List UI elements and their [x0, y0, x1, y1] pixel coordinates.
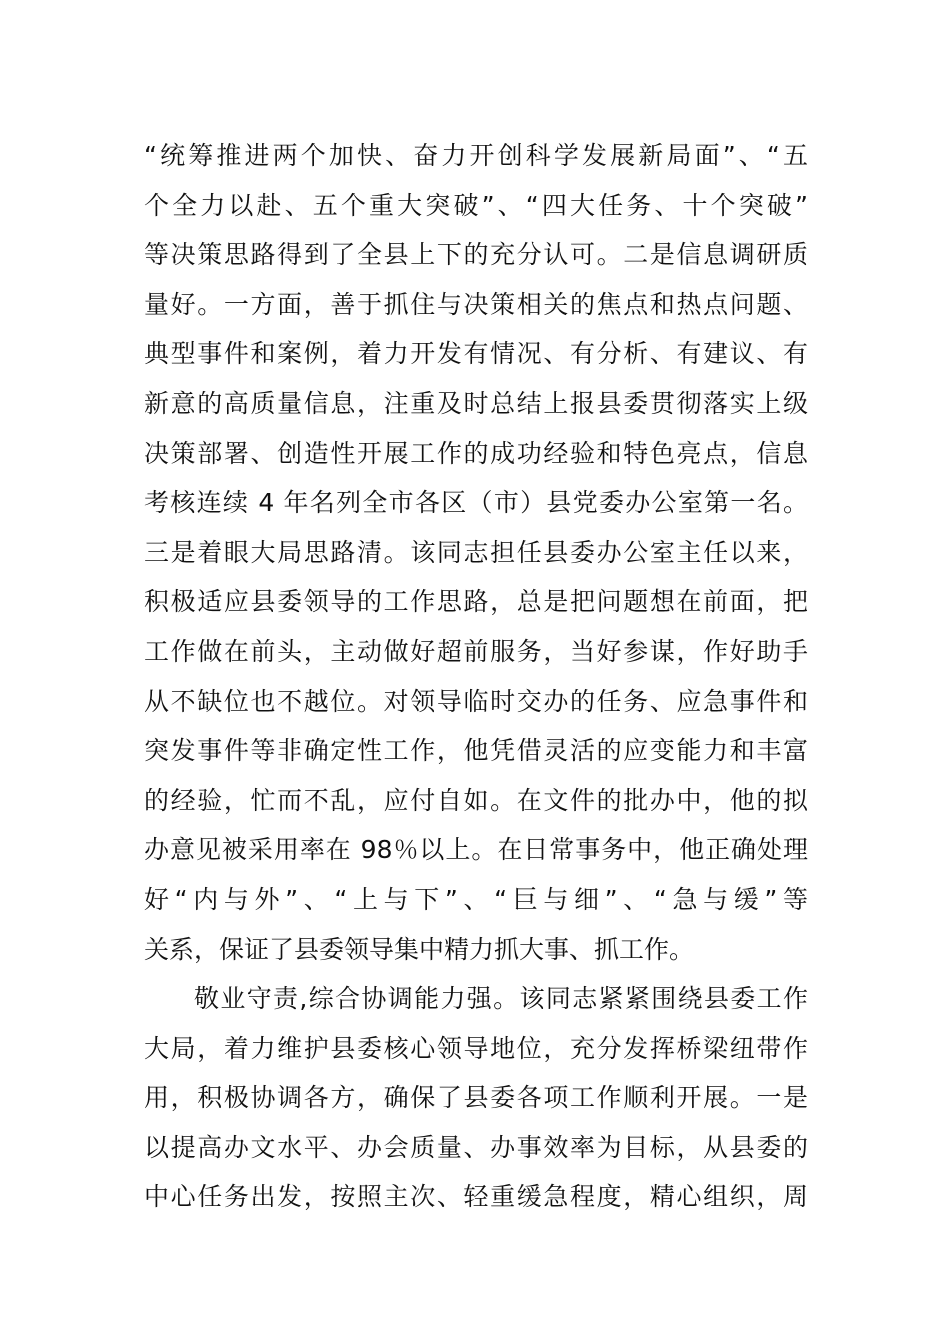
text-line: 突发事件等非确定性工作，他凭借灵活的应变能力和丰富 [144, 736, 808, 766]
paragraph-start-line: 敬业守责,综合协调能力强。该同志紧紧围绕县委工作 [194, 984, 808, 1014]
text-line: 办意见被采用率在 98％以上。在日常事务中，他正确处理 [144, 835, 808, 865]
text-line: 关系，保证了县委领导集中精力抓大事、抓工作。 [144, 934, 695, 964]
text-line: 大局，着力维护县委核心领导地位，充分发挥桥梁纽带作 [144, 1033, 808, 1063]
text-line: 中心任务出发，按照主次、轻重缓急程度，精心组织，周 [144, 1182, 808, 1212]
text-line: 量好。一方面，善于抓住与决策相关的焦点和热点问题、 [144, 289, 808, 319]
text-line: 好“内与外”、“上与下”、“巨与细”、“急与缓”等 [144, 884, 808, 914]
text-line: 新意的高质量信息，注重及时总结上报县委贯彻落实上级 [144, 388, 808, 418]
text-line: 个全力以赴、五个重大突破”、“四大任务、十个突破” [144, 190, 808, 220]
text-line: 积极适应县委领导的工作思路，总是把问题想在前面，把 [144, 587, 808, 617]
text-line: 从不缺位也不越位。对领导临时交办的任务、应急事件和 [144, 686, 808, 716]
text-line: 等决策思路得到了全县上下的充分认可。二是信息调研质 [144, 240, 808, 270]
text-line: 典型事件和案例，着力开发有情况、有分析、有建议、有 [144, 339, 808, 369]
text-line: 工作做在前头，主动做好超前服务，当好参谋，作好助手 [144, 636, 808, 666]
text-line: 决策部署、创造性开展工作的成功经验和特色亮点，信息 [144, 438, 808, 468]
body-text [144, 131, 808, 1222]
text-line: “统筹推进两个加快、奋力开创科学发展新局面”、“五 [144, 141, 808, 170]
text-line: 用，积极协调各方，确保了县委各项工作顺利开展。一是 [144, 1083, 808, 1113]
text-line: 以提高办文水平、办会质量、办事效率为目标，从县委的 [144, 1132, 808, 1162]
text-line: 的经验，忙而不乱，应付自如。在文件的批办中，他的拟 [144, 785, 808, 815]
text-line: 考核连续 4 年名列全市各区（市）县党委办公室第一名。 [144, 488, 808, 518]
text-line: 三是着眼大局思路清。该同志担任县委办公室主任以来， [144, 537, 808, 567]
